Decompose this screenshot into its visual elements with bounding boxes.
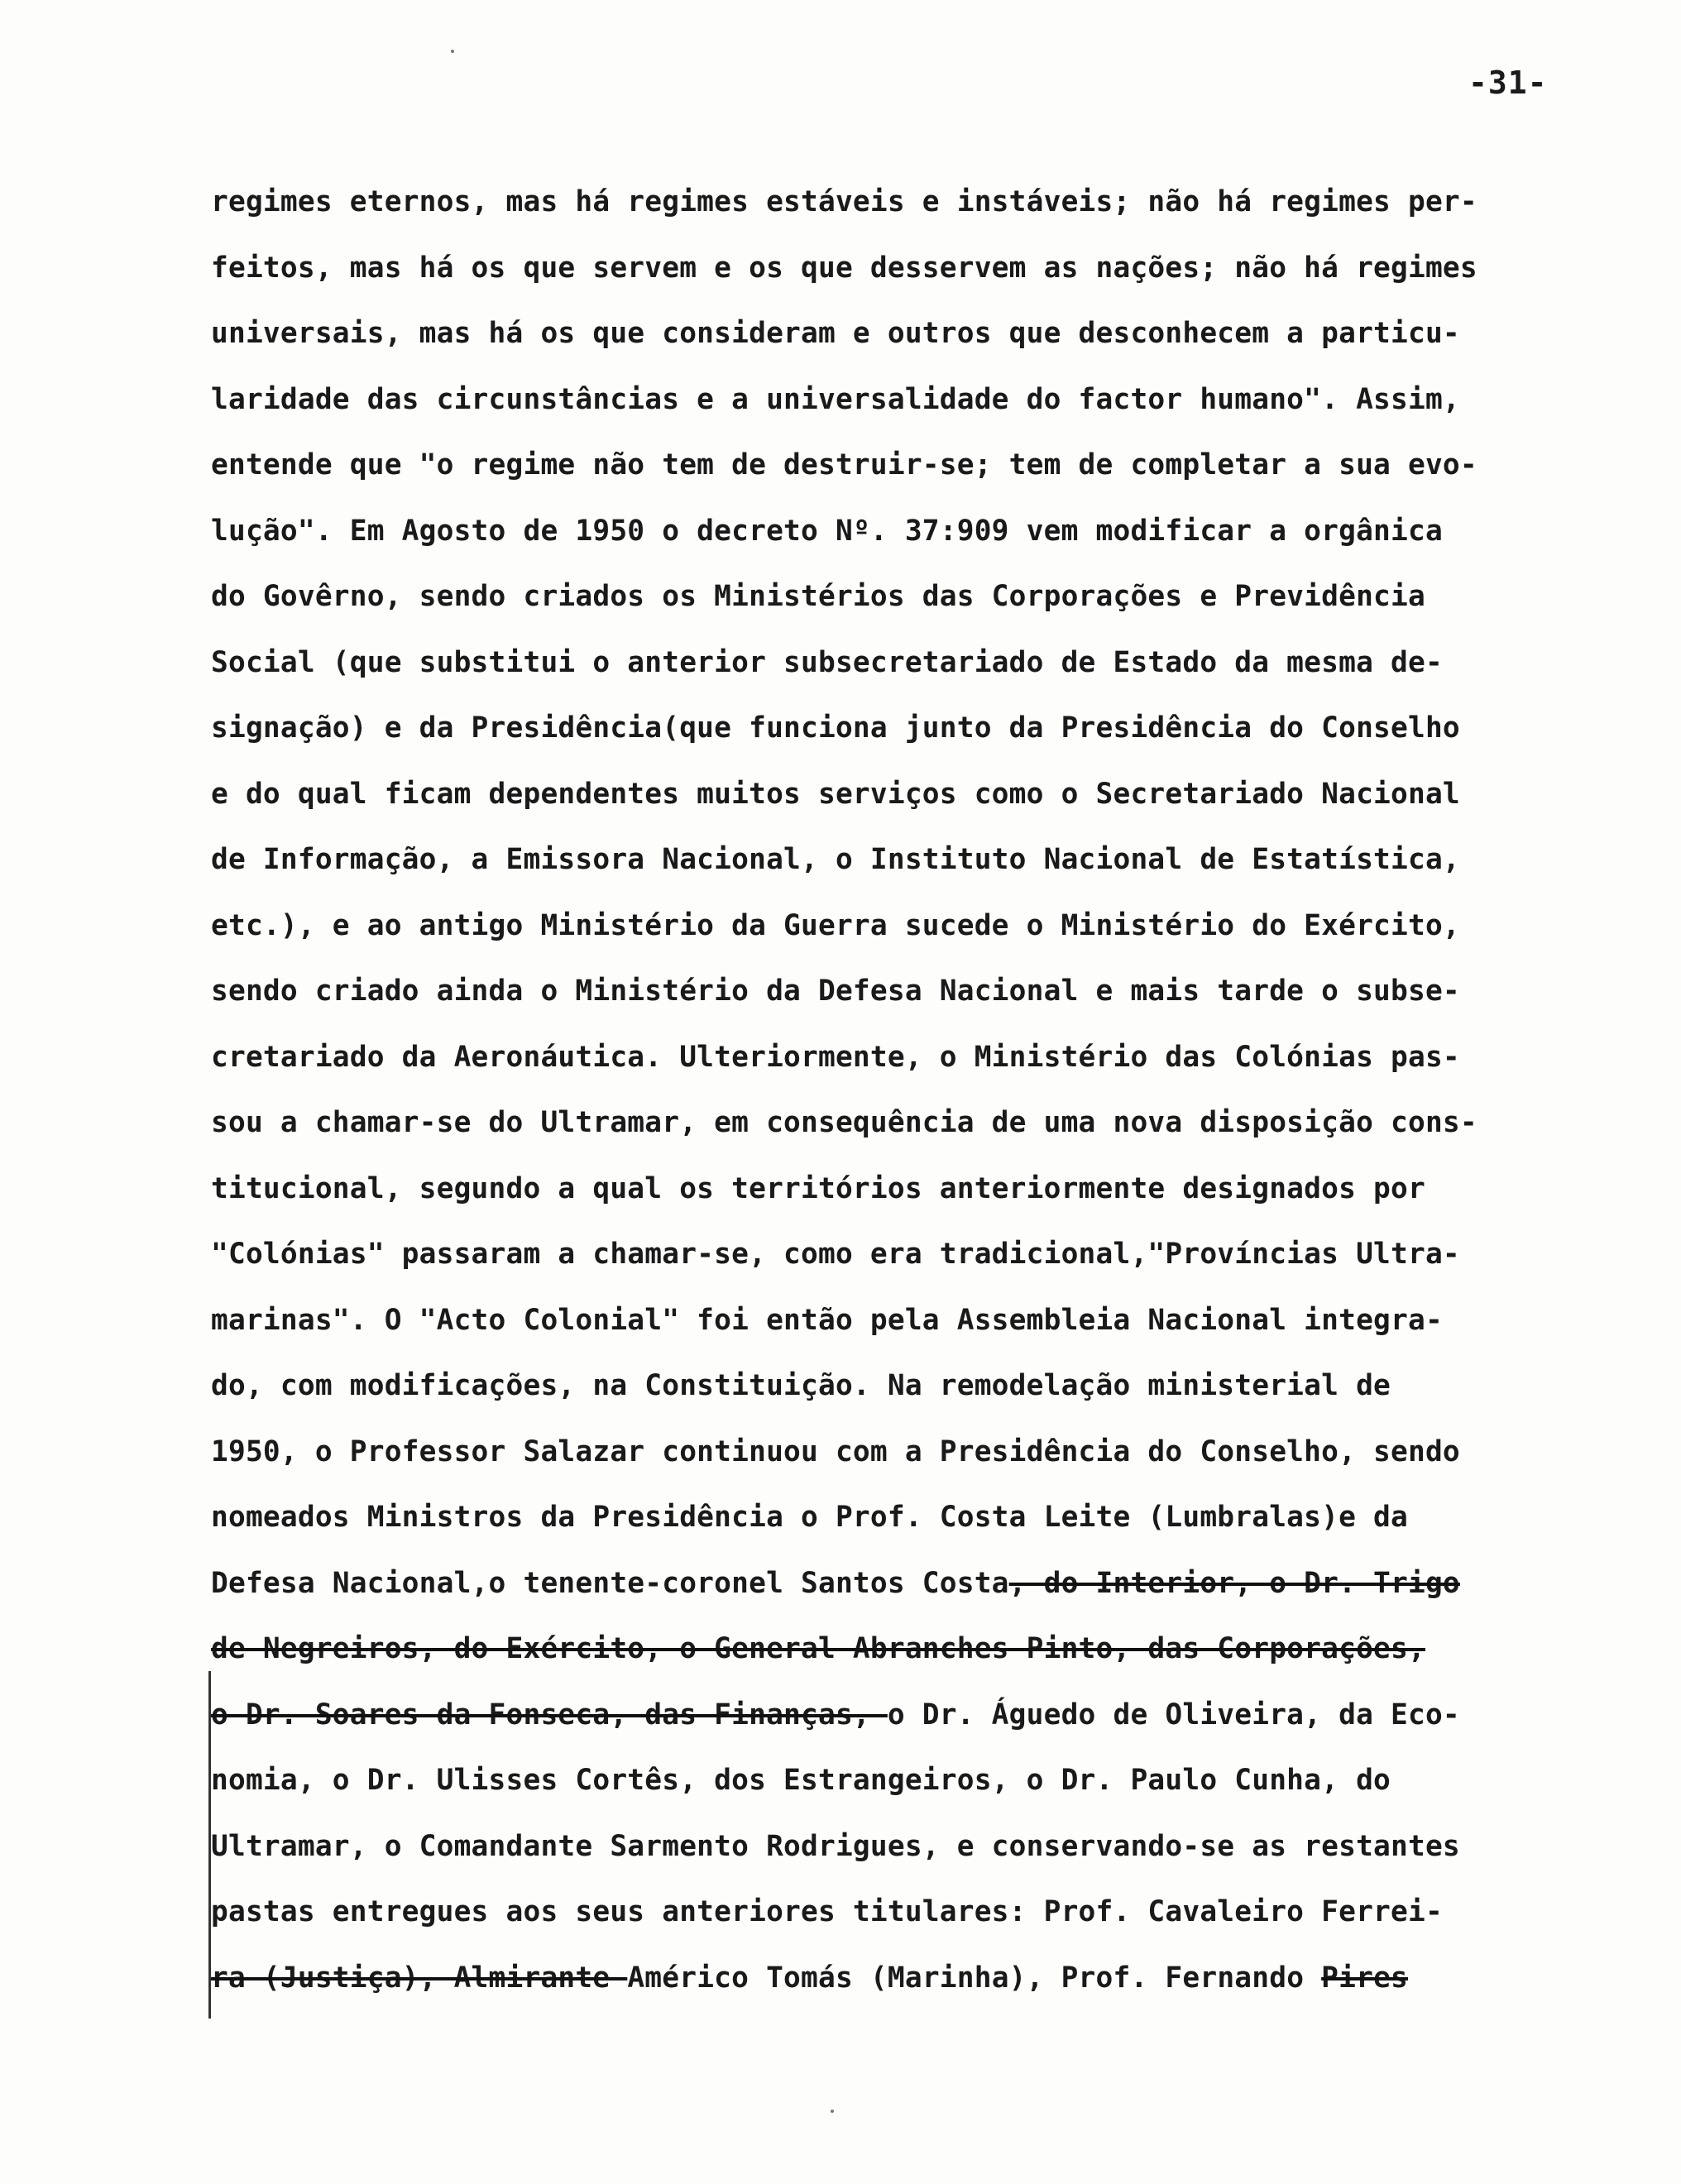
- struck-text: o Dr. Soares da Fonseca, das Finanças,: [211, 1698, 888, 1731]
- text-line: cretariado da Aeronáutica. Ulteriormente, o Ministério das Colónias pas-: [211, 1040, 1460, 1074]
- text-line: do, com modificações, na Constituição. Na remodelação ministerial de: [211, 1369, 1391, 1402]
- text-line: nomia, o Dr. Ulisses Cortês, dos Estrangeiros, o Dr. Paulo Cunha, do: [211, 1764, 1391, 1797]
- text-line: "Colónias" passaram a chamar-se, como era tradicional,"Províncias Ultra-: [211, 1238, 1460, 1271]
- text-line: Social (que substitui o anterior subsecretariado de Estado da mesma de-: [211, 645, 1443, 679]
- text-line: feitos, mas há os que servem e os que desservem as nações; não há regimes: [211, 251, 1477, 285]
- text-line: signação) e da Presidência(que funciona junto da Presidência do Conselho: [211, 711, 1460, 745]
- text-line: 1950, o Professor Salazar continuou com a Presidência do Conselho, sendo: [211, 1434, 1460, 1468]
- text-line: nomeados Ministros da Presidência o Prof. Costa Leite (Lumbralas)e da: [211, 1501, 1408, 1534]
- paper-speck: [451, 50, 454, 53]
- text-line: universais, mas há os que consideram e outros que desconhecem a particu-: [211, 317, 1460, 350]
- kept-text: Defesa Nacional,o tenente-coronel Santos Costa: [211, 1566, 1009, 1600]
- paper-speck: [831, 2110, 834, 2113]
- text-line-edited: [211, 1946, 1650, 2012]
- text-line: sendo criado ainda o Ministério da Defesa Nacional e mais tarde o subse-: [211, 975, 1460, 1008]
- text-line: marinas". O "Acto Colonial" foi então pela Assembleia Nacional integra-: [211, 1303, 1443, 1337]
- struck-text: ra (Justiça), Almirante: [211, 1961, 628, 1995]
- body-text: [211, 170, 1650, 2011]
- text-line: etc.), e ao antigo Ministério da Guerra sucede o Ministério do Exército,: [211, 908, 1460, 942]
- text-line: titucional, segundo a qual os territórios anteriormente designados por: [211, 1171, 1425, 1205]
- struck-text: , do Interior, o Dr. Trigo: [1008, 1566, 1460, 1600]
- page-number: -31-: [1468, 65, 1548, 101]
- text-line: entende que "o regime não tem de destruir-se; tem de completar a sua evo-: [211, 448, 1477, 481]
- text-line: lução". Em Agosto de 1950 o decreto Nº. 37:909 vem modificar a orgânica: [211, 514, 1443, 548]
- kept-text: Américo Tomás (Marinha), Prof. Fernando: [627, 1961, 1322, 1995]
- margin-bracket-mark: [208, 1671, 218, 2019]
- text-line: regimes eternos, mas há regimes estáveis e instáveis; não há regimes per-: [211, 185, 1477, 218]
- kept-text: o Dr. Águedo de Oliveira, da Eco-: [887, 1698, 1460, 1731]
- text-line: e do qual ficam dependentes muitos serviços como o Secretariado Nacional: [211, 777, 1460, 811]
- text-line: laridade das circunstâncias e a universalidade do factor humano". Assim,: [211, 382, 1460, 416]
- text-line-edited: [211, 1551, 1650, 1617]
- struck-text: de Negreiros, do Exército, o General Abranches Pinto, das Corporações,: [211, 1632, 1425, 1665]
- text-line: sou a chamar-se do Ultramar, em consequência de uma nova disposição cons-: [211, 1106, 1477, 1139]
- text-line: Ultramar, o Comandante Sarmento Rodrigues, e conservando-se as restantes: [211, 1829, 1460, 1863]
- struck-text: Pires: [1321, 1961, 1409, 1995]
- text-line-edited: [211, 1616, 1650, 1683]
- text-line: pastas entregues aos seus anteriores titulares: Prof. Cavaleiro Ferrei-: [211, 1895, 1443, 1928]
- text-line: de Informação, a Emissora Nacional, o Instituto Nacional de Estatística,: [211, 843, 1460, 876]
- text-line-edited: [211, 1683, 1650, 1749]
- text-line: do Govêrno, sendo criados os Ministérios das Corporações e Previdência: [211, 580, 1425, 613]
